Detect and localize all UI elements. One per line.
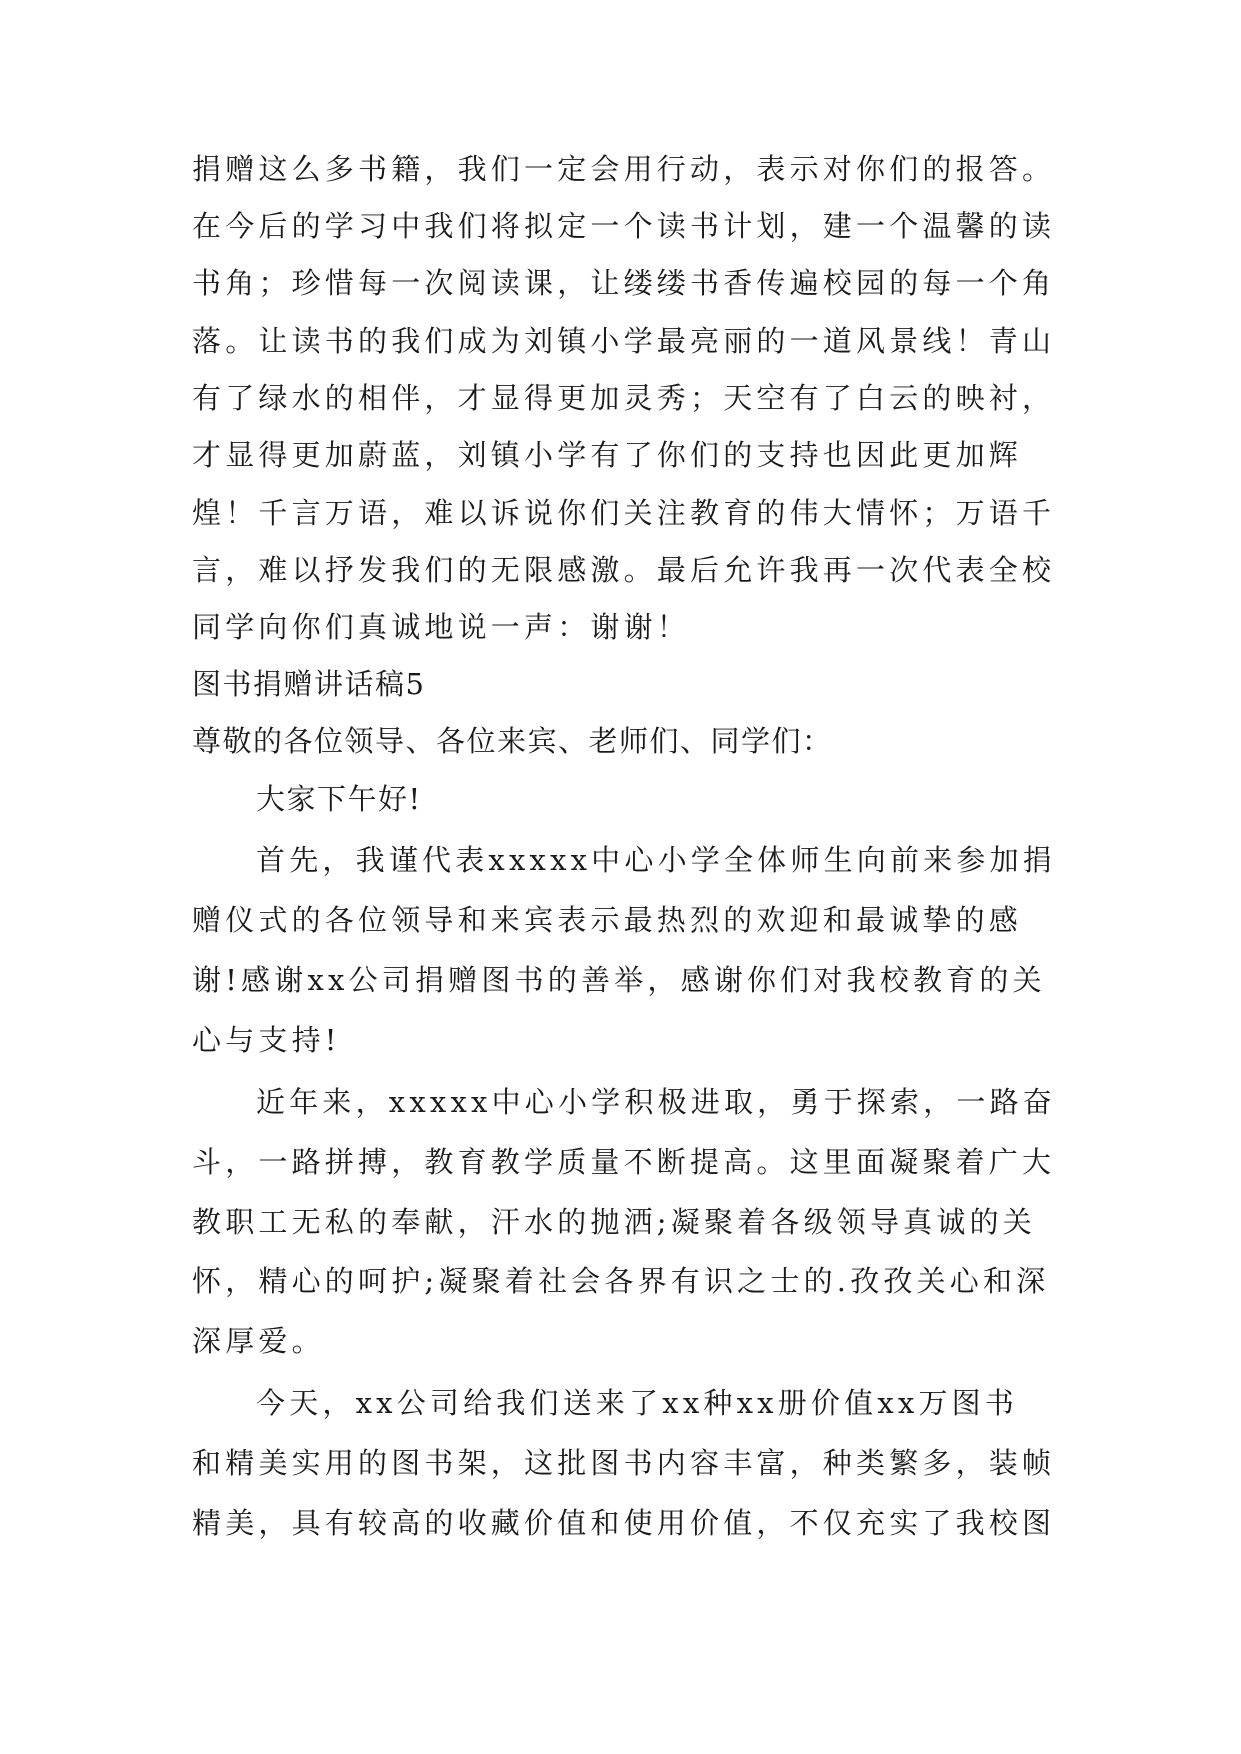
text-line: 近年来，xxxxx中心小学积极进取，勇于探索，一路奋 xyxy=(256,1085,1056,1119)
text-line: 今天，xx公司给我们送来了xx种xx册价值xx万图书 xyxy=(256,1386,1019,1420)
text-line: 心与支持! xyxy=(192,1023,341,1057)
text-line: 在今后的学习中我们将拟定一个读书计划，建一个温馨的读 xyxy=(192,209,1056,243)
salutation: 尊敬的各位领导、各位来宾、老师们、同学们： xyxy=(192,724,833,758)
section-heading: 图书捐赠讲话稿5 xyxy=(192,667,426,701)
text-line: 精美，具有较高的收藏价值和使用价值，不仅充实了我校图 xyxy=(192,1506,1056,1540)
text-line: 有了绿水的相伴，才显得更加灵秀；天空有了白云的映衬， xyxy=(192,381,1056,415)
text-line: 落。让读书的我们成为刘镇小学最亮丽的一道风景线！青山 xyxy=(192,324,1056,358)
text-line: 斗，一路拼搏，教育教学质量不断提高。这里面凝聚着广大 xyxy=(192,1145,1056,1179)
text-line: 首先，我谨代表xxxxx中心小学全体师生向前来参加捐 xyxy=(256,843,1056,877)
text-line: 书角；珍惜每一次阅读课，让缕缕书香传遍校园的每一个角 xyxy=(192,266,1056,300)
text-line: 赠仪式的各位领导和来宾表示最热烈的欢迎和最诚挚的感 xyxy=(192,903,1023,937)
text-line: 教职工无私的奉献，汗水的抛洒;凝聚着各级领导真诚的关 xyxy=(192,1205,1036,1239)
text-line: 怀，精心的呵护;凝聚着社会各界有识之士的.孜孜关心和深 xyxy=(192,1264,1050,1298)
text-line: 捐赠这么多书籍，我们一定会用行动，表示对你们的报答。 xyxy=(192,152,1056,186)
greeting: 大家下午好! xyxy=(256,782,422,816)
text-line: 言，难以抒发我们的无限感激。最后允许我再一次代表全校 xyxy=(192,553,1056,587)
text-line: 煌！千言万语，难以诉说你们关注教育的伟大情怀；万语千 xyxy=(192,496,1056,530)
text-line: 谢!感谢xx公司捐赠图书的善举，感谢你们对我校教育的关 xyxy=(192,963,1046,997)
text-line: 和精美实用的图书架，这批图书内容丰富，种类繁多，装帧 xyxy=(192,1446,1056,1480)
text-line: 同学向你们真诚地说一声：谢谢！ xyxy=(192,610,691,644)
text-line: 深厚爱。 xyxy=(192,1324,325,1358)
text-line: 才显得更加蔚蓝，刘镇小学有了你们的支持也因此更加辉 xyxy=(192,438,1023,472)
